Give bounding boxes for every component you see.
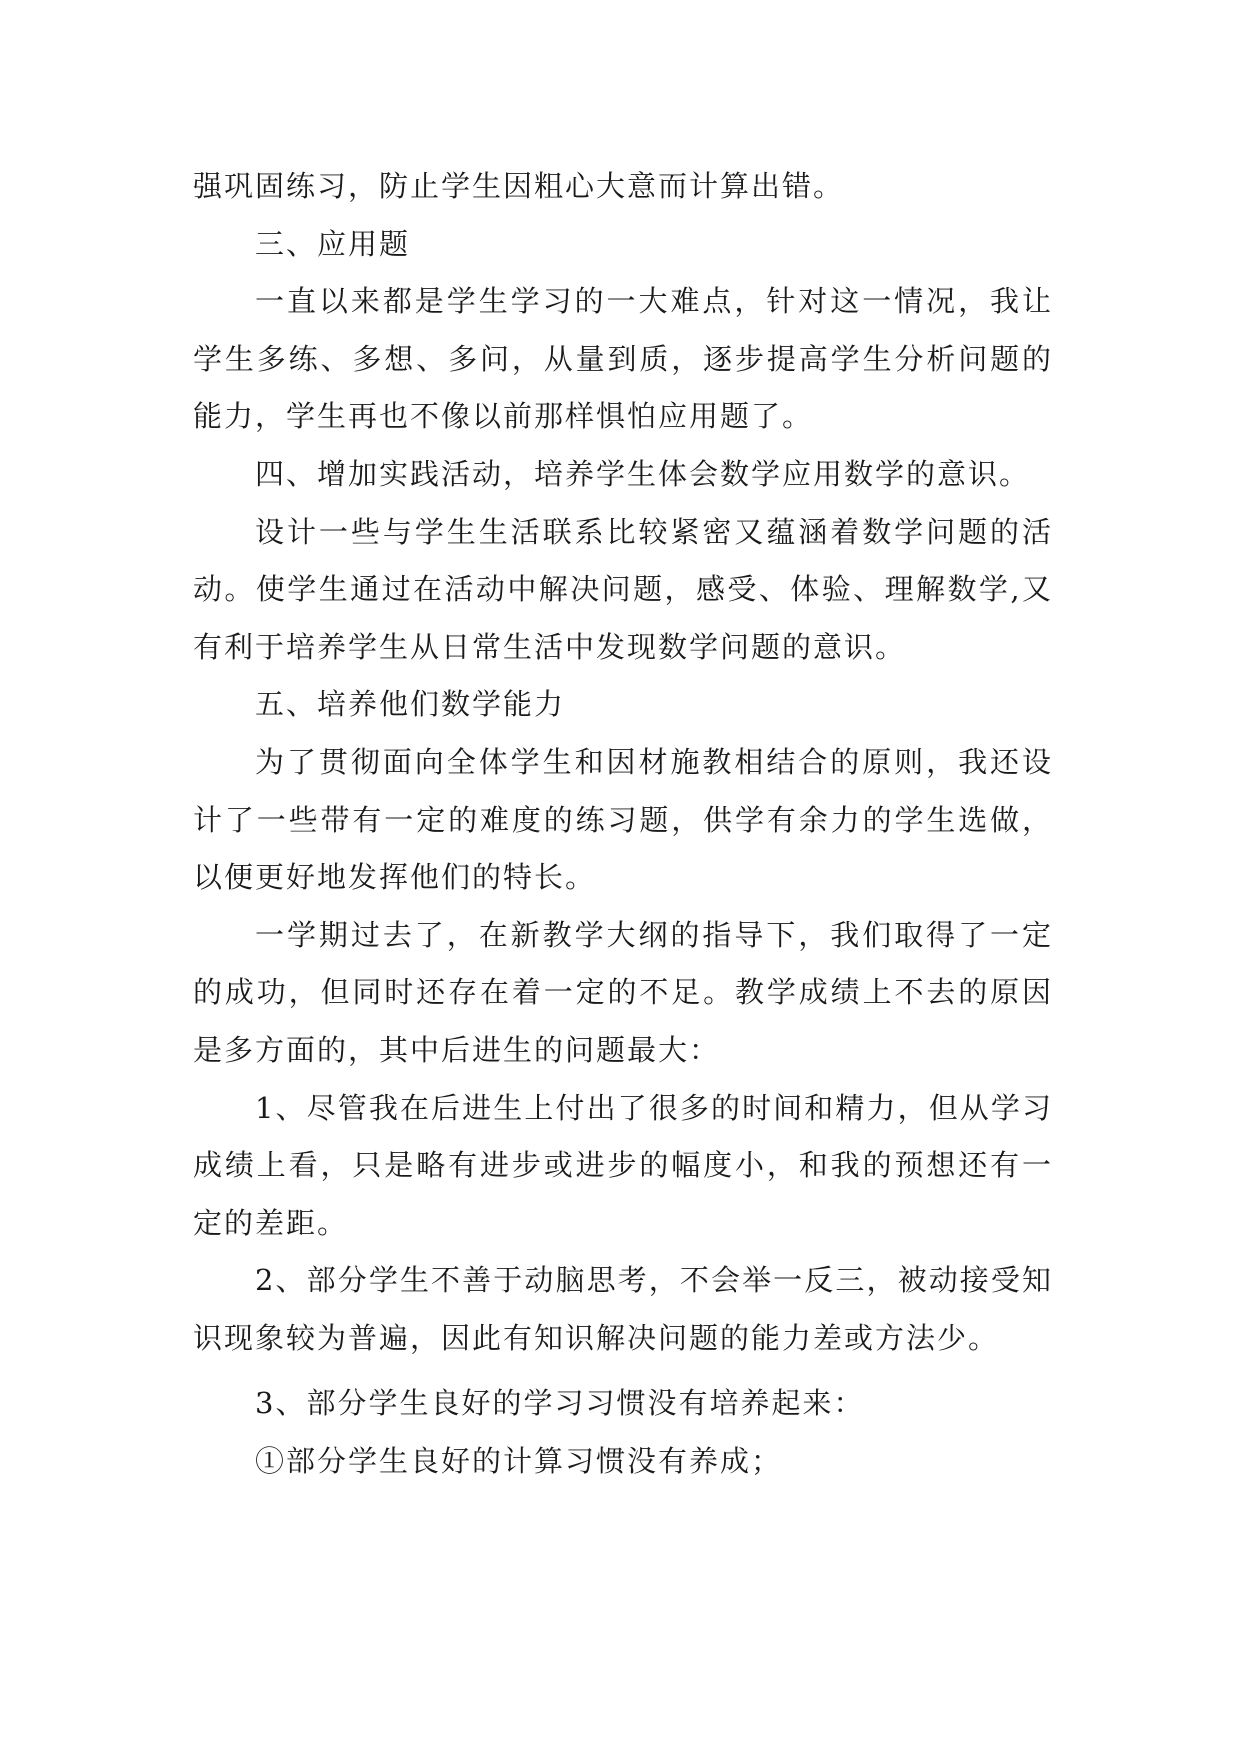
section-heading: 五、培养他们数学能力 (255, 687, 566, 722)
section-heading: 三、应用题 (255, 226, 411, 261)
paragraph: 强巩固练习，防止学生因粗心大意而计算出错。 (193, 169, 845, 203)
paragraph: 一直以来都是学生学习的一大难点，针对这一情况，我让学生多练、多想、多问，从量到质，逐步提高学生分析问题的能力，学生再也不像以前那样惧怕应用题了。 (193, 284, 1053, 434)
section-heading: 四、增加实践活动，培养学生体会数学应用数学的意识。 (255, 456, 1031, 491)
paragraph: 设计一些与学生生活联系比较紧密又蕴涵着数学问题的活动。使学生通过在活动中解决问题，感受、体验、理解数学,又有利于培养学生从日常生活中发现数学问题的意识。 (193, 514, 1053, 664)
list-item: 3、部分学生良好的学习习惯没有培养起来： (255, 1386, 865, 1421)
paragraph: 一学期过去了，在新教学大纲的指导下，我们取得了一定的成功，但同时还存在着一定的不足。教学成绩上不去的原因是多方面的，其中后进生的问题最大： (193, 917, 1053, 1067)
list-item: 1、尽管我在后进生上付出了很多的时间和精力，但从学习成绩上看，只是略有进步或进步的幅度小，和我的预想还有一定的差距。 (193, 1090, 1053, 1240)
paragraph: 为了贯彻面向全体学生和因材施教相结合的原则，我还设计了一些带有一定的难度的练习题，供学有余力的学生选做，以便更好地发挥他们的特长。 (193, 744, 1053, 895)
sub-list-item: ①部分学生良好的计算习惯没有养成； (255, 1444, 783, 1479)
list-item: 2、部分学生不善于动脑思考，不会举一反三，被动接受知识现象较为普遍，因此有知识解决问题的能力差或方法少。 (193, 1263, 1053, 1355)
document-body (193, 158, 1053, 1491)
